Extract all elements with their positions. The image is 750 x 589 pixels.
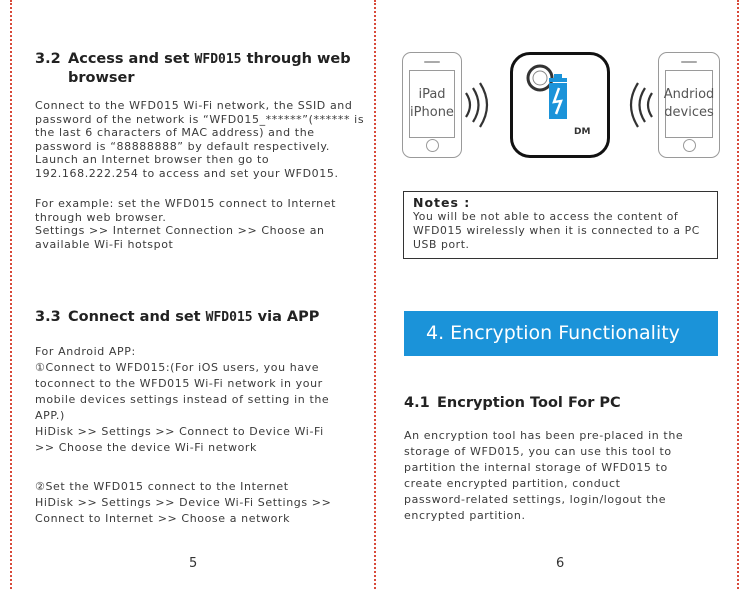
text-line: Connect to Internet >> Choose a network (35, 512, 291, 525)
text-line: Connect to the WFD015 Wi-Fi network, the SSID and (35, 99, 353, 112)
text-line: You will be not able to access the content of (413, 210, 679, 223)
text-line: storage of WFD015, you can use this tool to (404, 445, 672, 458)
device-model: WFD015 (205, 310, 253, 325)
text-line: password of the network is “WFD015_******”(****** is (35, 112, 365, 126)
section-3-2-paragraph-1 (35, 99, 370, 180)
text-line: ①Connect to WFD015:(For iOS users, you have (35, 361, 320, 374)
wifi-waves-left-icon (462, 80, 508, 130)
section-4-banner: 4. Encryption Functionality (404, 311, 718, 356)
device-label: iPhone (410, 105, 454, 120)
text-line: APP.) (35, 409, 65, 422)
heading-text: Connect and set (68, 309, 206, 325)
text-line: the last 6 characters of MAC address) and the (35, 126, 315, 139)
text-line: Launch an Internet browser then go to (35, 153, 270, 166)
hub-brand-label: DM (574, 127, 591, 137)
text-line: mobile devices settings instead of setting in the (35, 393, 330, 406)
device-label: devices (664, 105, 714, 120)
notes-title: Notes : (413, 195, 471, 210)
text-line: ②Set the WFD015 connect to the Internet (35, 480, 289, 493)
speaker-icon (424, 61, 440, 63)
section-4-1-paragraph (404, 428, 729, 524)
device-screen (409, 70, 455, 138)
text-line: For Android APP: (35, 345, 136, 358)
text-line: WFD015 wirelessly when it is connected to a PC (413, 224, 700, 237)
text-line: available Wi-Fi hotspot (35, 237, 174, 251)
page-5 (11, 0, 374, 589)
text-line: Settings >> Internet Connection >> Choose an (35, 224, 325, 237)
text-line: password-related settings, login/logout the (404, 493, 667, 506)
notes-box (403, 191, 718, 259)
section-number: 3.3 (35, 309, 61, 325)
notes-body (413, 210, 708, 252)
device-model: WFD015 (194, 52, 242, 67)
section-3-3-paragraph-1 (35, 344, 370, 456)
speaker-icon (681, 61, 697, 63)
wifi-waves-right-icon (610, 80, 656, 130)
text-line: toconnect to the WFD015 Wi-Fi network in your (35, 377, 323, 390)
device-label: iPad (418, 87, 446, 102)
page-number: 5 (189, 556, 198, 571)
heading-text: Encryption Tool For PC (437, 395, 621, 411)
text-line: create encrypted partition, conduct (404, 477, 621, 490)
text-line: through web browser. (35, 210, 167, 224)
text-line: encrypted partition. (404, 509, 526, 522)
section-number: 4.1 (404, 395, 430, 411)
section-3-3-heading (35, 308, 365, 327)
text-line: An encryption tool has been pre-placed in the (404, 429, 684, 442)
text-line: partition the internal storage of WFD015 to (404, 461, 668, 474)
text-line: 192.168.222.254 to access and set your WFD015. (35, 166, 339, 180)
iphone-ipad-device (402, 52, 462, 158)
text-line: password is “88888888” by default respectively. (35, 139, 330, 153)
section-3-3-paragraph-2 (35, 479, 370, 527)
device-screen (665, 70, 713, 138)
page-6 (376, 0, 736, 589)
section-4-1-heading (404, 394, 724, 413)
heading-text-line2: browser (68, 70, 135, 86)
right-border-line (737, 0, 739, 589)
text-line: HiDisk >> Settings >> Device Wi-Fi Settings >> (35, 496, 332, 509)
text-line: HiDisk >> Settings >> Connect to Device Wi-Fi (35, 425, 324, 438)
section-3-2-paragraph-2 (35, 197, 370, 251)
android-device (658, 52, 720, 158)
device-label: Andriod (663, 87, 715, 102)
section-3-2-heading (35, 50, 365, 88)
section-number: 3.2 (35, 51, 61, 67)
heading-text: Access and set (68, 51, 195, 67)
text-line: For example: set the WFD015 connect to Internet (35, 197, 337, 210)
heading-text: via APP (252, 309, 320, 325)
heading-text: through web (241, 51, 351, 67)
page-number: 6 (556, 556, 565, 571)
home-button-icon (426, 139, 439, 152)
text-line: USB port. (413, 238, 470, 251)
home-button-icon (683, 139, 696, 152)
text-line: >> Choose the device Wi-Fi network (35, 441, 258, 454)
wfd015-hub-device (510, 52, 610, 158)
hub-illustration (510, 52, 604, 152)
